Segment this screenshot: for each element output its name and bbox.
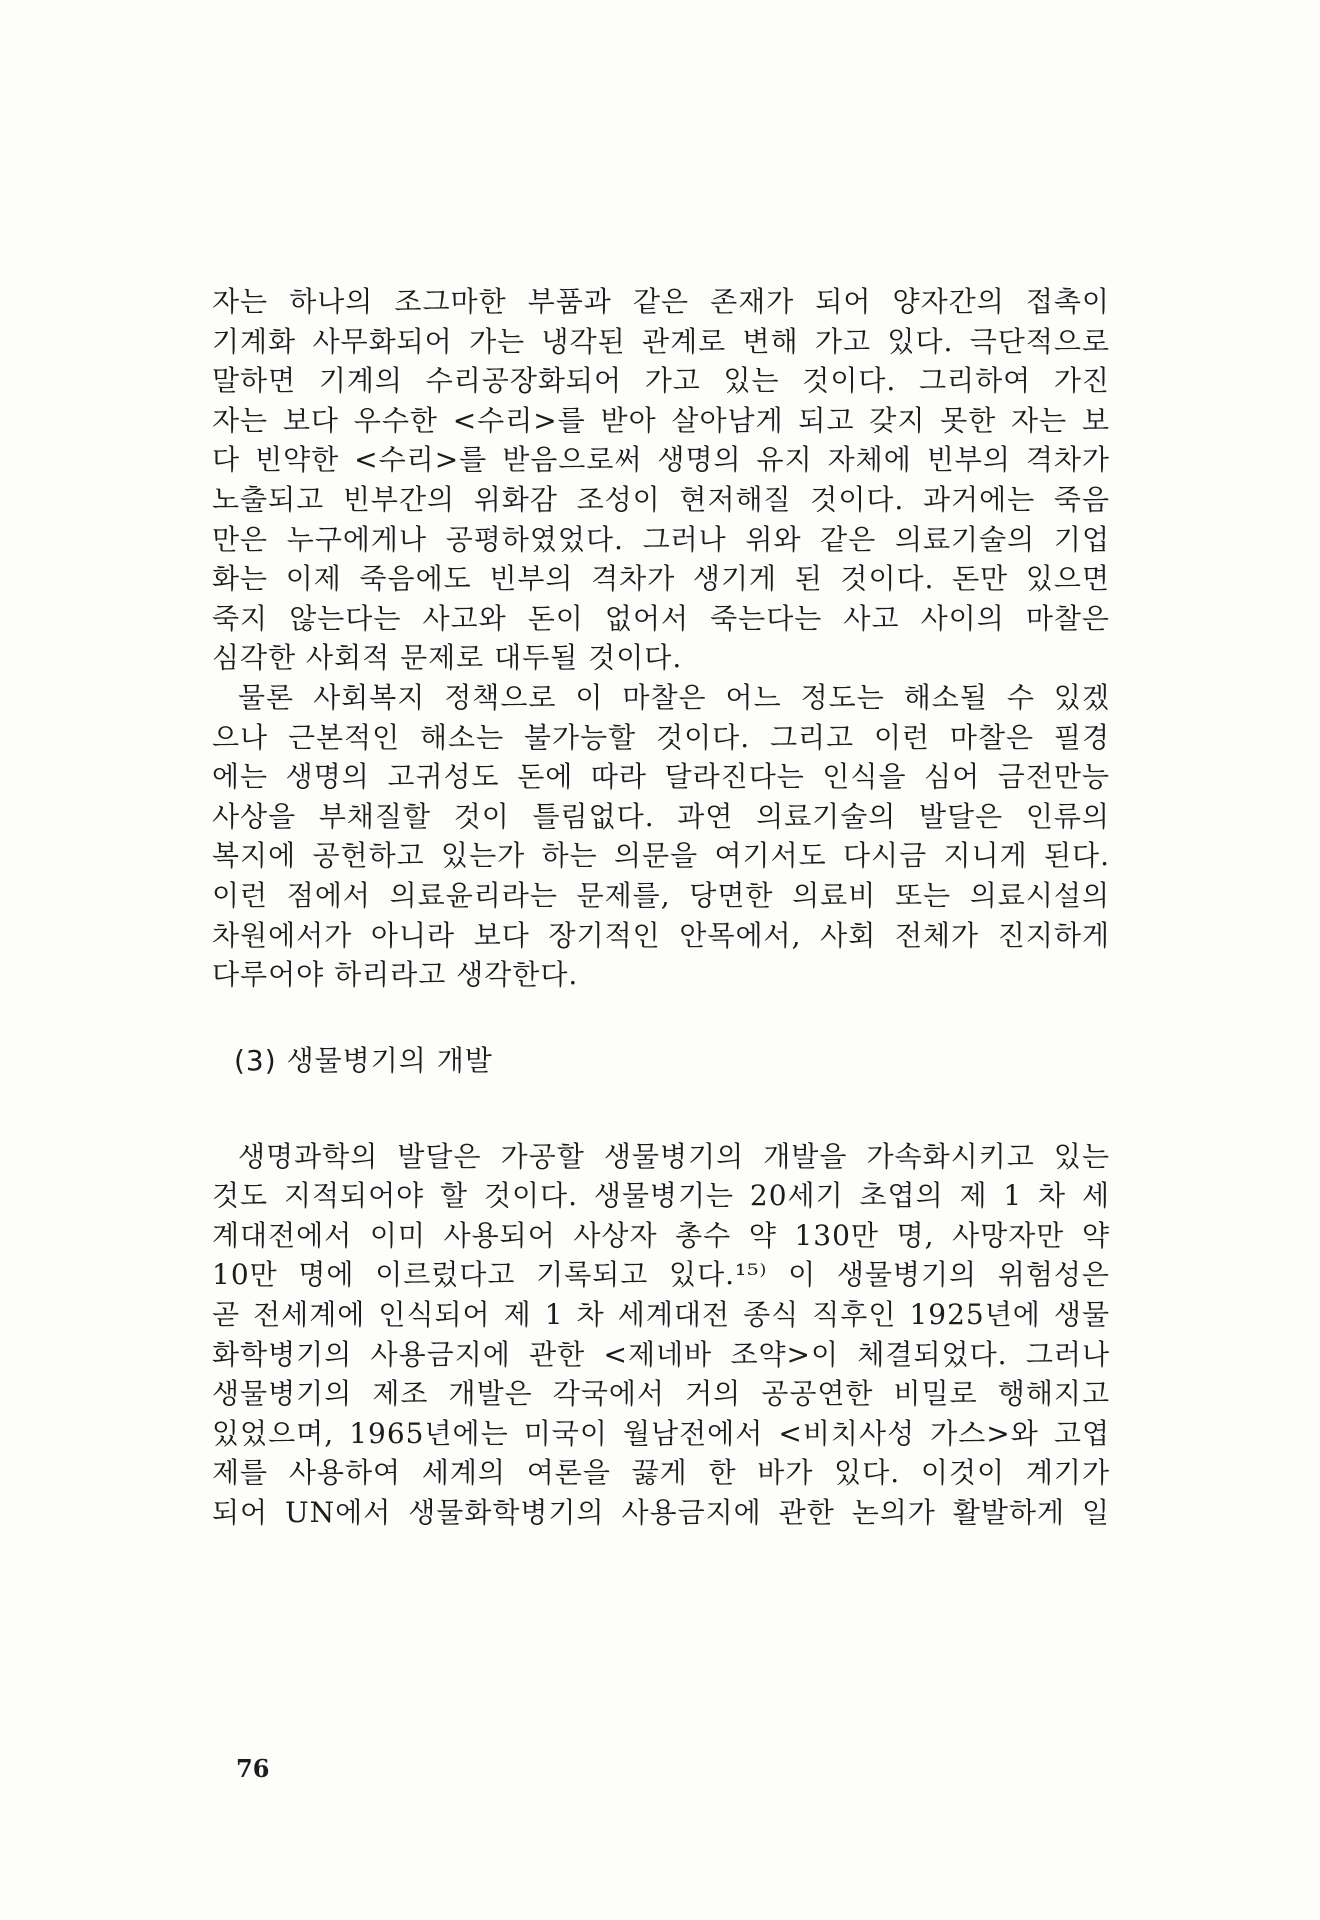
text-line: 있었으며, 1965년에는 미국이 월남전에서 <비치사성 가스>와 고엽 [212, 1416, 1110, 1450]
text-line: 복지에 공헌하고 있는가 하는 의문을 여기서도 다시금 지니게 된다. [212, 839, 1110, 873]
text-line: 죽지 않는다는 사고와 돈이 없어서 죽는다는 사고 사이의 마찰은 [212, 601, 1110, 635]
section-gap [212, 1081, 1110, 1137]
page-number: 76 [236, 1754, 270, 1783]
text-line: 으나 근본적인 해소는 불가능할 것이다. 그리고 이런 마찰은 필경 [212, 720, 1110, 754]
text-line: 말하면 기계의 수리공장화되어 가고 있는 것이다. 그리하여 가진 [212, 364, 1110, 398]
text-line: 물론 사회복지 정책으로 이 마찰은 어느 정도는 해소될 수 있겠 [238, 680, 1110, 714]
text-line: 화학병기의 사용금지에 관한 <제네바 조약>이 체결되었다. 그러나 [212, 1337, 1110, 1371]
text-line: 에는 생명의 고귀성도 돈에 따라 달라진다는 인식을 심어 금전만능 [212, 760, 1110, 794]
page-body [212, 282, 1110, 1533]
text-line: 되어 UN에서 생물화학병기의 사용금지에 관한 논의가 활발하게 일 [212, 1496, 1110, 1530]
text-line: 생물병기의 제조 개발은 각국에서 거의 공공연한 비밀로 행해지고 [212, 1377, 1110, 1411]
text-line: 심각한 사회적 문제로 대두될 것이다. [212, 641, 683, 675]
paragraph-3 [212, 1137, 1110, 1533]
text-line: 자는 보다 우수한 <수리>를 받아 살아남게 되고 갖지 못한 자는 보 [212, 403, 1110, 437]
text-line: 다루어야 하리라고 생각한다. [212, 958, 579, 992]
text-line: 다 빈약한 <수리>를 받음으로써 생명의 유지 자체에 빈부의 격차가 [212, 443, 1110, 477]
text-line: 것도 지적되어야 할 것이다. 생물병기는 20세기 초엽의 제 1 차 세 [212, 1179, 1110, 1213]
text-line: 생명과학의 발달은 가공할 생물병기의 개발을 가속화시키고 있는 [238, 1139, 1110, 1173]
text-line: 곧 전세계에 인식되어 제 1 차 세계대전 종식 직후인 1925년에 생물 [212, 1298, 1110, 1332]
text-line: 만은 누구에게나 공평하였었다. 그러나 위와 같은 의료기술의 기업 [212, 522, 1110, 556]
text-line: 화는 이제 죽음에도 빈부의 격차가 생기게 된 것이다. 돈만 있으면 [212, 562, 1110, 596]
text-line: 이런 점에서 의료윤리라는 문제를, 당면한 의료비 또는 의료시설의 [212, 878, 1110, 912]
text-line: 기계화 사무화되어 가는 냉각된 관계로 변해 가고 있다. 극단적으로 [212, 324, 1110, 358]
paragraph-2 [212, 678, 1110, 995]
text-line: 차원에서가 아니라 보다 장기적인 안목에서, 사회 전체가 진지하게 [212, 918, 1110, 952]
paragraph-1 [212, 282, 1110, 678]
section-heading: (3) 생물병기의 개발 [234, 1043, 493, 1077]
text-line: 제를 사용하여 세계의 여론을 끓게 한 바가 있다. 이것이 계기가 [212, 1456, 1110, 1490]
text-line: 계대전에서 이미 사용되어 사상자 총수 약 130만 명, 사망자만 약 [212, 1218, 1110, 1252]
text-line: 사상을 부채질할 것이 틀림없다. 과연 의료기술의 발달은 인류의 [212, 799, 1110, 833]
text-line: 자는 하나의 조그마한 부품과 같은 존재가 되어 양자간의 접촉이 [212, 285, 1110, 318]
text-line: 10만 명에 이르렀다고 기록되고 있다.¹⁵⁾ 이 생물병기의 위험성은 [212, 1258, 1110, 1292]
text-line: 노출되고 빈부간의 위화감 조성이 현저해질 것이다. 과거에는 죽음 [212, 482, 1110, 516]
